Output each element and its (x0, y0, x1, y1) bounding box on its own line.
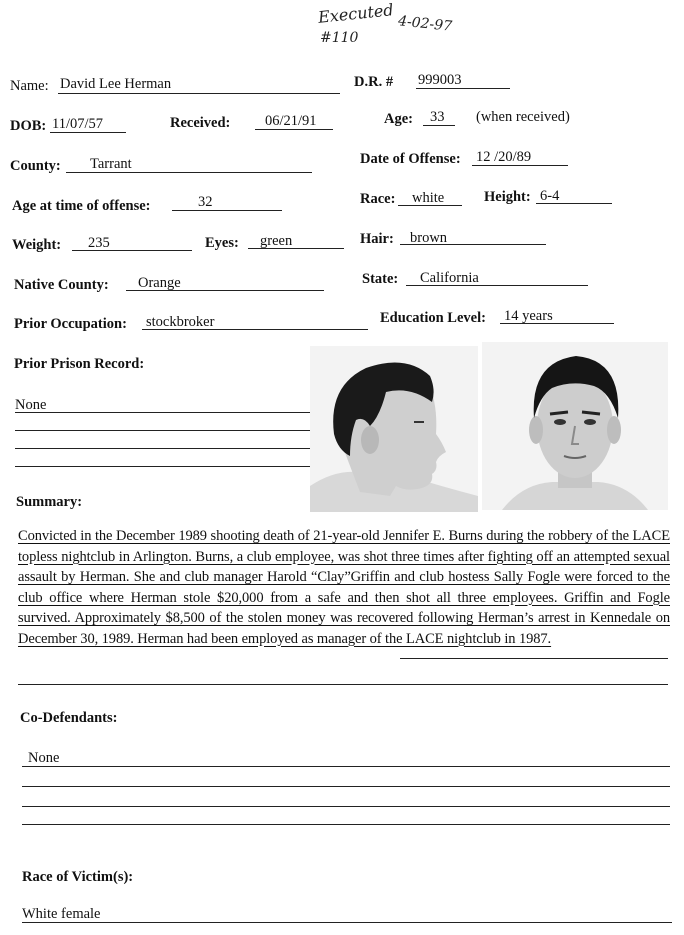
date-of-offense-value: 12 /20/89 (476, 149, 532, 165)
co-defendants-line-4 (22, 824, 670, 825)
eyes-label: Eyes: (205, 235, 239, 251)
summary-label: Summary: (16, 494, 83, 510)
age-value: 33 (430, 109, 445, 125)
weight-underline (72, 250, 192, 251)
name-value: David Lee Herman (60, 76, 172, 92)
weight-value: 235 (88, 235, 110, 251)
eyes-value: green (260, 233, 293, 249)
dr-value: 999003 (418, 72, 462, 88)
race-underline (398, 205, 462, 206)
native-county-value: Orange (138, 275, 181, 291)
race-value: white (412, 190, 445, 206)
prior-prison-record-value: None (15, 397, 47, 413)
native-county-label: Native County: (14, 277, 109, 293)
race-of-victims-underline (22, 922, 672, 923)
hair-label: Hair: (360, 231, 394, 247)
date-of-offense-label: Date of Offense: (360, 151, 461, 167)
name-label: Name: (10, 78, 49, 94)
county-value: Tarrant (90, 156, 132, 172)
age-label: Age: (384, 111, 413, 127)
race-label: Race: (360, 191, 396, 207)
hair-value: brown (410, 230, 448, 246)
prior-occupation-underline (142, 329, 368, 330)
mugshot-front-photo (482, 342, 668, 510)
education-level-label: Education Level: (380, 310, 486, 326)
race-of-victims-label: Race of Victim(s): (22, 869, 134, 885)
received-label: Received: (170, 115, 231, 131)
dr-label: D.R. # (354, 74, 394, 90)
prior-record-line-4 (15, 466, 311, 467)
co-defendants-line-3 (22, 806, 670, 807)
age-at-offense-underline (172, 210, 282, 211)
county-label: County: (10, 158, 61, 174)
age-at-offense-value: 32 (198, 194, 213, 210)
co-defendants-line-1 (22, 766, 670, 767)
age-at-offense-label: Age at time of offense: (12, 198, 151, 214)
weight-label: Weight: (12, 237, 62, 253)
height-underline (536, 203, 612, 204)
handwritten-number: #110 (320, 30, 359, 46)
prior-occupation-value: stockbroker (146, 314, 215, 330)
age-underline (423, 125, 455, 126)
summary-extra-line-1 (400, 658, 668, 659)
prior-prison-record-label: Prior Prison Record: (14, 356, 145, 372)
co-defendants-value: None (28, 750, 60, 766)
hair-underline (400, 244, 546, 245)
handwritten-executed: Executed (317, 0, 395, 27)
date-of-offense-underline (472, 165, 568, 166)
dob-label: DOB: (10, 118, 47, 134)
summary-extra-line-2 (18, 684, 668, 685)
height-label: Height: (484, 189, 531, 205)
dr-underline (416, 88, 510, 89)
summary-text: Convicted in the December 1989 shooting death of 21-year-old Jennifer E. Burns during the robbery of the LACE topless nightclub in Arlington. Burns, a club employee, was shot three times after fighting off an attempted sexual assault by Herman. She and club manager Harold “Clay”Griffin and club hostess Sally Fogle were forced to the club office where Herman stole $20,000 from a safe and then shot all three employees. Griffin and Fogle survived. Approximately $8,500 of the stolen money was recovered following Herman’s arrest in Kennedale on December 30, 1989. Herman had been employed as manager of the LACE nightclub in 1987. (18, 528, 670, 647)
height-value: 6-4 (540, 188, 560, 204)
race-of-victims-value: White female (22, 906, 101, 922)
handwritten-date: 4-02-97 (397, 13, 453, 35)
co-defendants-line-2 (22, 786, 670, 787)
co-defendants-label: Co-Defendants: (20, 710, 118, 726)
when-received-note: (when received) (476, 109, 570, 125)
native-county-underline (126, 290, 324, 291)
education-level-underline (500, 323, 614, 324)
county-underline (66, 172, 312, 173)
mugshot-profile-photo (310, 346, 478, 512)
dob-value: 11/07/57 (52, 116, 104, 132)
prior-record-line-3 (15, 448, 311, 449)
prior-record-line-1 (15, 412, 311, 413)
state-label: State: (362, 271, 399, 287)
education-level-value: 14 years (504, 308, 553, 324)
received-underline (255, 129, 333, 130)
state-underline (406, 285, 588, 286)
name-underline (58, 93, 340, 94)
received-value: 06/21/91 (265, 113, 317, 129)
dob-underline (50, 132, 126, 133)
prior-occupation-label: Prior Occupation: (14, 316, 127, 332)
state-value: California (420, 270, 479, 286)
prior-record-line-2 (15, 430, 311, 431)
eyes-underline (248, 248, 344, 249)
